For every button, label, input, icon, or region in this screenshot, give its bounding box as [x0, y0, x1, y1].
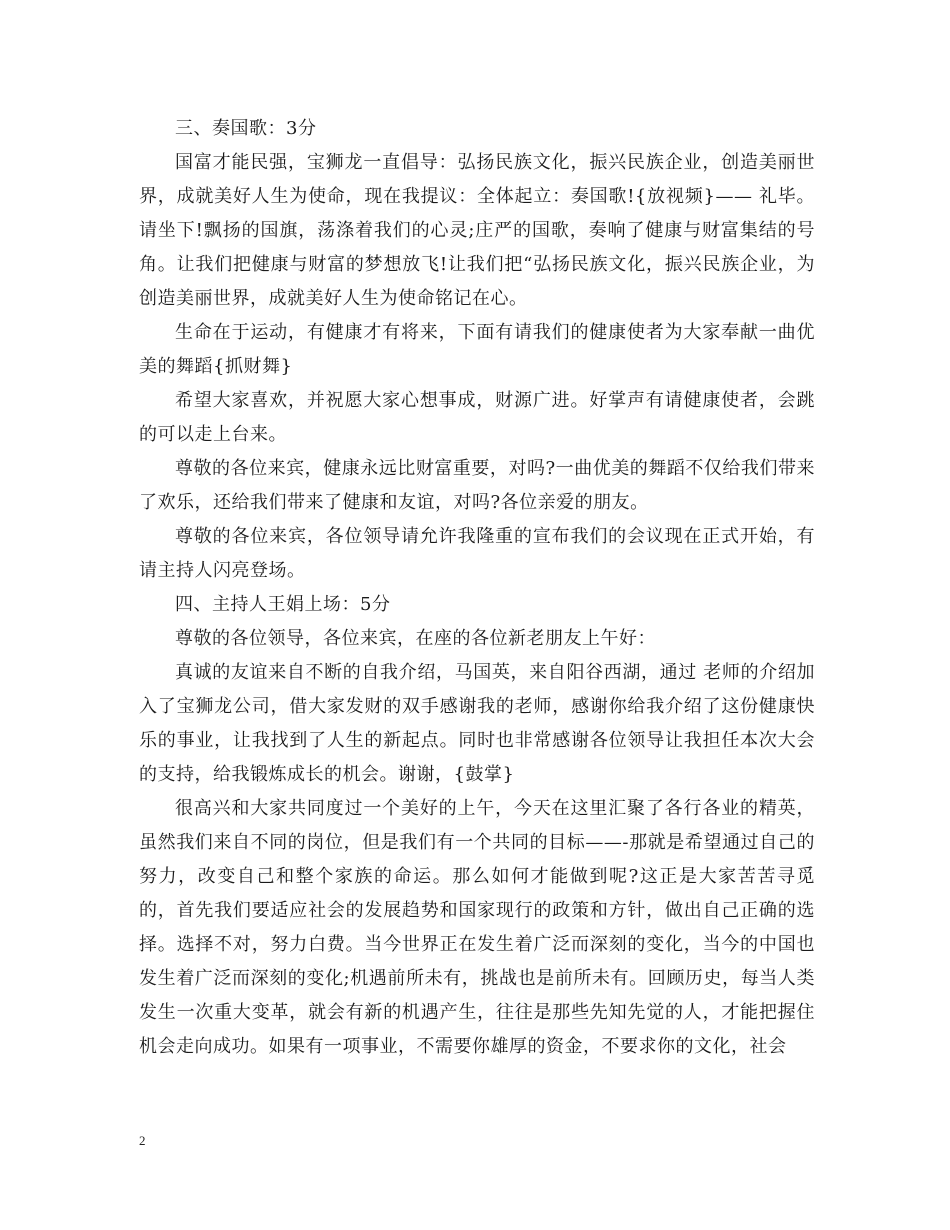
paragraph: 国富才能民强，宝狮龙一直倡导：弘扬民族文化，振兴民族企业，创造美丽世界，成就美好人生为使命，现在我提议：全体起立：奏国歌!{放视频}—— 礼毕。请坐下!飘扬的国旗，荡涤着我们的心灵;庄严的国歌，奏响了健康与财富集结的号角。让我们把健康与财富的梦想放飞!让我们把“弘扬民族文化，振兴民族企业，为创造美丽世界，成就美好人生为使命铭记在心。: [139, 152, 815, 309]
paragraph: 希望大家喜欢，并祝愿大家心想事成，财源广进。好掌声有请健康使者，会跳的可以走上台来。: [139, 390, 815, 445]
section-heading-anthem: 三、奏国歌：3分: [175, 118, 317, 139]
section-heading-host: 四、主持人王娟上场：5分: [175, 594, 391, 615]
paragraph: 尊敬的各位来宾，健康永远比财富重要，对吗?一曲优美的舞蹈不仅给我们带来了欢乐，还给我们带来了健康和友谊，对吗?各位亲爱的朋友。: [139, 458, 815, 513]
paragraph: 尊敬的各位来宾，各位领导请允许我隆重的宣布我们的会议现在正式开始，有请主持人闪亮登场。: [139, 526, 815, 581]
document-body: [139, 112, 815, 1064]
paragraph: 尊敬的各位领导，各位来宾，在座的各位新老朋友上午好：: [175, 628, 656, 649]
page-number: 2: [139, 1133, 146, 1148]
paragraph: 生命在于运动，有健康才有将来，下面有请我们的健康使者为大家奉献一曲优美的舞蹈{抓财舞}: [139, 322, 815, 377]
paragraph: 很高兴和大家共同度过一个美好的上午，今天在这里汇聚了各行各业的精英，虽然我们来自不同的岗位，但是我们有一个共同的目标——-那就是希望通过自己的努力，改变自己和整个家族的命运。那么如何才能做到呢?这正是大家苦苦寻觅的，首先我们要适应社会的发展趋势和国家现行的政策和方针，做出自己正确的选择。选择不对，努力白费。当今世界正在发生着广泛而深刻的变化，当今的中国也发生着广泛而深刻的变化;机遇前所未有，挑战也是前所未有。回顾历史，每当人类发生一次重大变革，就会有新的机遇产生，往往是那些先知先觉的人，才能把握住机会走向成功。如果有一项事业，不需要你雄厚的资金，不要求你的文化，社会: [139, 798, 815, 1057]
paragraph: 真诚的友谊来自不断的自我介绍，马国英，来自阳谷西湖，通过 老师的介绍加入了宝狮龙公司，借大家发财的双手感谢我的老师，感谢你给我介绍了这份健康快乐的事业，让我找到了人生的新起点。同时也非常感谢各位领导让我担任本次大会的支持，给我锻炼成长的机会。谢谢，{鼓掌}: [139, 662, 815, 785]
